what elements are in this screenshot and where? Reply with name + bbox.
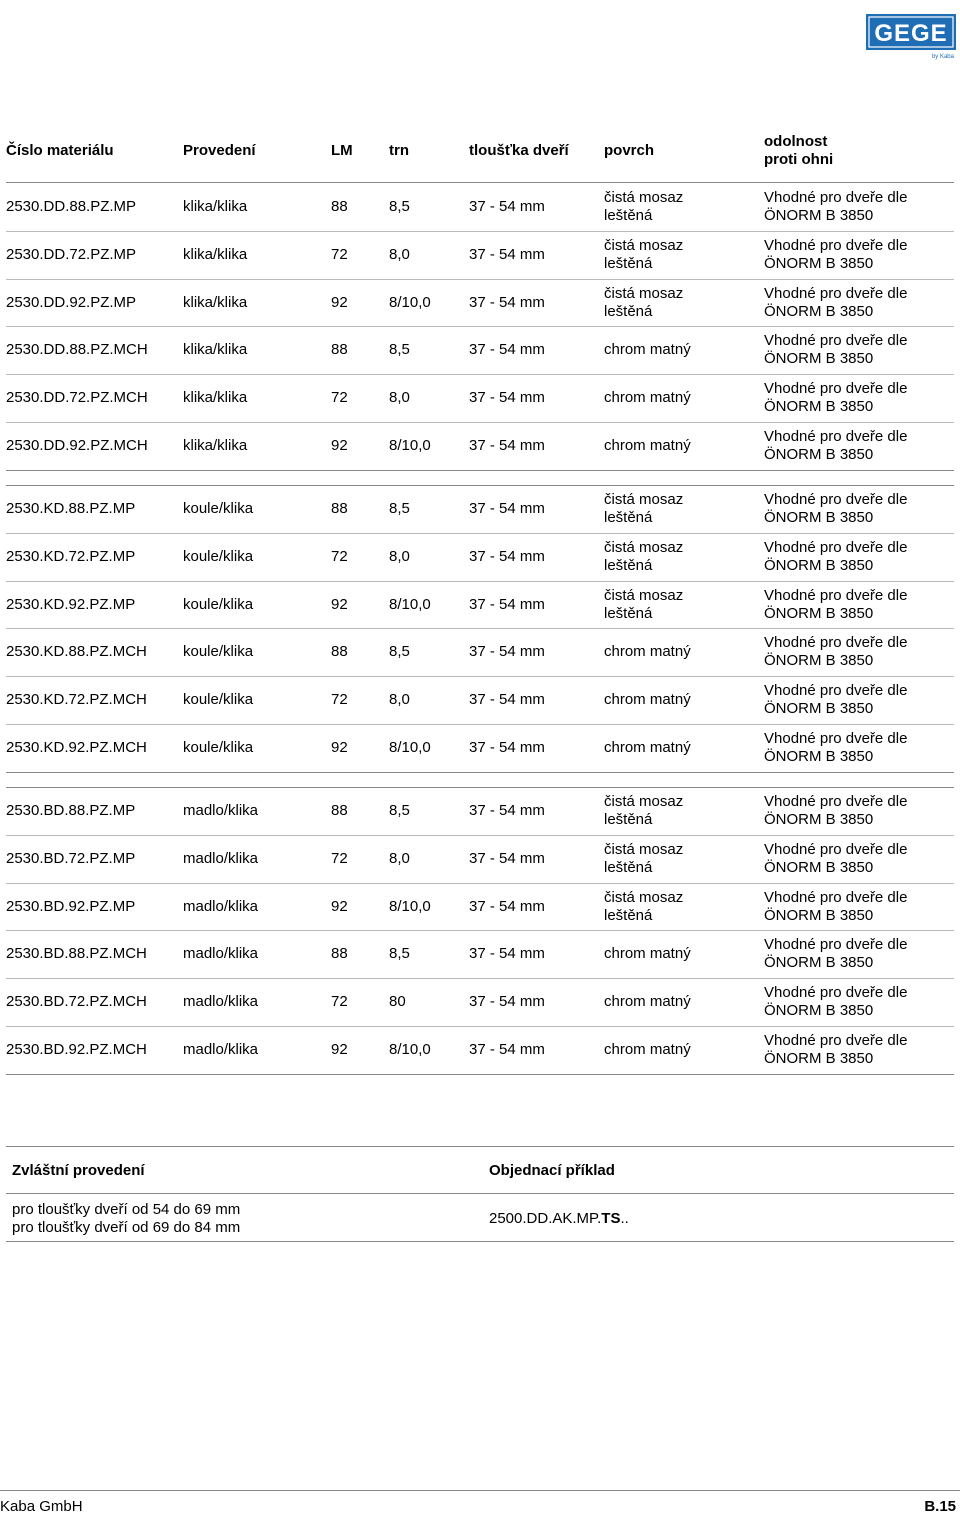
table-row <box>0 326 960 374</box>
table-row <box>0 231 960 279</box>
surface: čistá mosaz leštěná <box>604 189 684 224</box>
table-row <box>0 1026 960 1074</box>
design: klika/klika <box>183 389 248 407</box>
table-row <box>0 533 960 581</box>
order-example-title: Objednací příklad <box>489 1162 615 1179</box>
material-number: 2530.DD.92.PZ.MCH <box>6 437 148 454</box>
table-row <box>0 883 960 931</box>
table-header <box>0 132 960 182</box>
spindle: 8/10,0 <box>389 1041 431 1058</box>
fire-resistance: Vhodné pro dveře dle ÖNORM B 3850 <box>764 380 908 416</box>
surface: čistá mosaz leštěná <box>604 236 684 272</box>
table-row <box>0 676 960 724</box>
design: koule/klika <box>183 547 254 565</box>
material-number: 2530.KD.92.PZ.MP <box>6 595 136 613</box>
fire-resistance: Vhodné pro dveře dle ÖNORM B 3850 <box>764 793 908 828</box>
spindle: 8,5 <box>389 945 410 963</box>
group-rule <box>6 787 954 788</box>
group-rule <box>6 470 954 471</box>
fire-resistance: Vhodné pro dveře dle ÖNORM B 3850 <box>764 936 908 972</box>
material-number: 2530.DD.72.PZ.MP <box>6 245 137 263</box>
table-row <box>0 374 960 422</box>
surface: čistá mosaz leštěná <box>604 284 684 320</box>
header-design: Provedení <box>183 142 256 159</box>
material-number: 2530.KD.72.PZ.MCH <box>6 691 147 709</box>
spindle: 8/10,0 <box>389 897 431 915</box>
surface: chrom matný <box>604 691 691 709</box>
fire-resistance: Vhodné pro dveře dle ÖNORM B 3850 <box>764 491 908 526</box>
fire-resistance: Vhodné pro dveře dle ÖNORM B 3850 <box>764 236 908 272</box>
design: klika/klika <box>183 341 248 359</box>
table-row <box>0 279 960 327</box>
spindle: 8,0 <box>389 849 410 867</box>
material-number: 2530.KD.88.PZ.MP <box>6 500 136 517</box>
lm: 88 <box>331 341 348 359</box>
special-box-mid-rule <box>6 1193 954 1194</box>
door-thickness: 37 - 54 mm <box>469 739 545 756</box>
spindle: 8/10,0 <box>389 437 431 454</box>
fire-resistance: Vhodné pro dveře dle ÖNORM B 3850 <box>764 682 908 718</box>
door-thickness: 37 - 54 mm <box>469 437 545 454</box>
design: madlo/klika <box>183 993 259 1011</box>
spindle: 8/10,0 <box>389 595 431 613</box>
door-thickness: 37 - 54 mm <box>469 341 545 359</box>
lm: 72 <box>331 245 348 263</box>
header-fire-1: odolnost <box>764 133 828 150</box>
lm: 88 <box>331 802 348 819</box>
lm: 92 <box>331 293 348 311</box>
svg-text:GEGE: GEGE <box>874 20 948 47</box>
special-design-line-2: pro tloušťky dveří od 69 do 84 mm <box>12 1219 241 1236</box>
design: madlo/klika <box>183 1041 259 1058</box>
design: klika/klika <box>183 245 248 263</box>
lm: 72 <box>331 389 348 407</box>
header-lm: LM <box>331 142 353 159</box>
lm: 92 <box>331 437 348 454</box>
design: koule/klika <box>183 691 254 709</box>
door-thickness: 37 - 54 mm <box>469 1041 545 1058</box>
group-rule <box>6 1074 954 1075</box>
door-thickness: 37 - 54 mm <box>469 691 545 709</box>
lm: 88 <box>331 945 348 963</box>
door-thickness: 37 - 54 mm <box>469 389 545 407</box>
material-number: 2530.DD.92.PZ.MP <box>6 293 137 311</box>
fire-resistance: Vhodné pro dveře dle ÖNORM B 3850 <box>764 538 908 574</box>
material-number: 2530.KD.92.PZ.MCH <box>6 739 147 756</box>
lm: 88 <box>331 198 348 215</box>
material-number: 2530.BD.88.PZ.MP <box>6 802 136 819</box>
table-row <box>0 930 960 978</box>
table-row <box>0 422 960 470</box>
header-door-thickness: tloušťka dveří <box>469 142 569 159</box>
lm: 92 <box>331 739 348 756</box>
material-number: 2530.BD.72.PZ.MP <box>6 849 136 867</box>
spindle: 8,5 <box>389 643 410 661</box>
fire-resistance: Vhodné pro dveře dle ÖNORM B 3850 <box>764 284 908 320</box>
fire-resistance: Vhodné pro dveře dle ÖNORM B 3850 <box>764 984 908 1020</box>
spindle: 8,5 <box>389 802 410 819</box>
header-fire-2: proti ohni <box>764 151 834 168</box>
surface: čistá mosaz leštěná <box>604 491 684 526</box>
design: koule/klika <box>183 739 254 756</box>
footer-page-number: B.15 <box>924 1498 956 1515</box>
table-row <box>0 581 960 629</box>
door-thickness: 37 - 54 mm <box>469 245 545 263</box>
design: koule/klika <box>183 595 254 613</box>
gege-logo <box>866 6 956 60</box>
table-row <box>0 787 960 835</box>
table-row <box>0 835 960 883</box>
design: koule/klika <box>183 500 254 517</box>
surface: chrom matný <box>604 1041 691 1058</box>
fire-resistance: Vhodné pro dveře dle ÖNORM B 3850 <box>764 586 908 622</box>
fire-resistance: Vhodné pro dveře dle ÖNORM B 3850 <box>764 730 908 765</box>
design: madlo/klika <box>183 945 259 963</box>
fire-resistance: Vhodné pro dveře dle ÖNORM B 3850 <box>764 1032 908 1067</box>
lm: 92 <box>331 897 348 915</box>
door-thickness: 37 - 54 mm <box>469 293 545 311</box>
surface: čistá mosaz leštěná <box>604 538 684 574</box>
special-box-top-rule <box>6 1146 954 1147</box>
footer-rule <box>0 1490 960 1491</box>
lm: 72 <box>331 547 348 565</box>
special-design-box <box>0 1146 960 1242</box>
design: madlo/klika <box>183 897 259 915</box>
spindle: 8/10,0 <box>389 293 431 311</box>
spindle: 80 <box>389 993 406 1011</box>
lm: 72 <box>331 993 348 1011</box>
design: koule/klika <box>183 643 254 661</box>
material-number: 2530.KD.88.PZ.MCH <box>6 643 147 661</box>
fire-resistance: Vhodné pro dveře dle ÖNORM B 3850 <box>764 840 908 876</box>
door-thickness: 37 - 54 mm <box>469 500 545 517</box>
surface: chrom matný <box>604 739 691 756</box>
material-number: 2530.BD.72.PZ.MCH <box>6 993 147 1011</box>
lm: 92 <box>331 1041 348 1058</box>
group-rule <box>6 772 954 773</box>
door-thickness: 37 - 54 mm <box>469 802 545 819</box>
design: madlo/klika <box>183 849 259 867</box>
design: klika/klika <box>183 437 248 454</box>
surface: čistá mosaz leštěná <box>604 586 684 622</box>
surface: chrom matný <box>604 341 691 359</box>
table-row <box>0 485 960 533</box>
spindle: 8,5 <box>389 500 410 517</box>
footer-company: Kaba GmbH <box>0 1498 83 1515</box>
surface: chrom matný <box>604 389 691 407</box>
door-thickness: 37 - 54 mm <box>469 993 545 1011</box>
fire-resistance: Vhodné pro dveře dle ÖNORM B 3850 <box>764 634 908 670</box>
fire-resistance: Vhodné pro dveře dle ÖNORM B 3850 <box>764 332 908 368</box>
lm: 92 <box>331 595 348 613</box>
spindle: 8,0 <box>389 691 410 709</box>
fire-resistance: Vhodné pro dveře dle ÖNORM B 3850 <box>764 888 908 924</box>
special-box-bottom-rule <box>6 1241 954 1242</box>
lm: 88 <box>331 643 348 661</box>
surface: chrom matný <box>604 643 691 661</box>
spindle: 8,0 <box>389 245 410 263</box>
design: klika/klika <box>183 198 248 215</box>
fire-resistance: Vhodné pro dveře dle ÖNORM B 3850 <box>764 428 908 463</box>
lm: 72 <box>331 849 348 867</box>
door-thickness: 37 - 54 mm <box>469 897 545 915</box>
table-row <box>0 183 960 231</box>
design: madlo/klika <box>183 802 259 819</box>
order-example: 2500.DD.AK.MP.TS.. <box>489 1210 629 1227</box>
spindle: 8,0 <box>389 547 410 565</box>
svg-text:by Kaba: by Kaba <box>931 54 954 60</box>
material-number: 2530.KD.72.PZ.MP <box>6 547 136 565</box>
door-thickness: 37 - 54 mm <box>469 547 545 565</box>
design: klika/klika <box>183 293 248 311</box>
table-row <box>0 724 960 772</box>
door-thickness: 37 - 54 mm <box>469 643 545 661</box>
lm: 72 <box>331 691 348 709</box>
surface: čistá mosaz leštěná <box>604 888 684 924</box>
lm: 88 <box>331 500 348 517</box>
material-number: 2530.DD.88.PZ.MCH <box>6 341 148 359</box>
header-surface: povrch <box>604 142 655 159</box>
surface: čistá mosaz leštěná <box>604 840 684 876</box>
material-number: 2530.BD.88.PZ.MCH <box>6 945 147 963</box>
surface: čistá mosaz leštěná <box>604 793 684 828</box>
table-row <box>0 978 960 1026</box>
table-row <box>0 628 960 676</box>
group-rule <box>6 485 954 486</box>
spindle: 8/10,0 <box>389 739 431 756</box>
spindle: 8,5 <box>389 341 410 359</box>
special-design-title: Zvláštní provedení <box>12 1162 145 1179</box>
header-spindle: trn <box>389 142 409 159</box>
special-design-line-1: pro tloušťky dveří od 54 do 69 mm <box>12 1201 241 1218</box>
door-thickness: 37 - 54 mm <box>469 595 545 613</box>
surface: chrom matný <box>604 945 691 963</box>
door-thickness: 37 - 54 mm <box>469 198 545 215</box>
surface: chrom matný <box>604 437 691 454</box>
spindle: 8,5 <box>389 198 410 215</box>
door-thickness: 37 - 54 mm <box>469 945 545 963</box>
surface: chrom matný <box>604 993 691 1011</box>
material-number: 2530.BD.92.PZ.MP <box>6 897 136 915</box>
fire-resistance: Vhodné pro dveře dle ÖNORM B 3850 <box>764 189 908 224</box>
material-number: 2530.BD.92.PZ.MCH <box>6 1041 147 1058</box>
header-material: Číslo materiálu <box>6 142 114 159</box>
material-number: 2530.DD.72.PZ.MCH <box>6 389 148 407</box>
door-thickness: 37 - 54 mm <box>469 849 545 867</box>
material-number: 2530.DD.88.PZ.MP <box>6 198 137 215</box>
spindle: 8,0 <box>389 389 410 407</box>
